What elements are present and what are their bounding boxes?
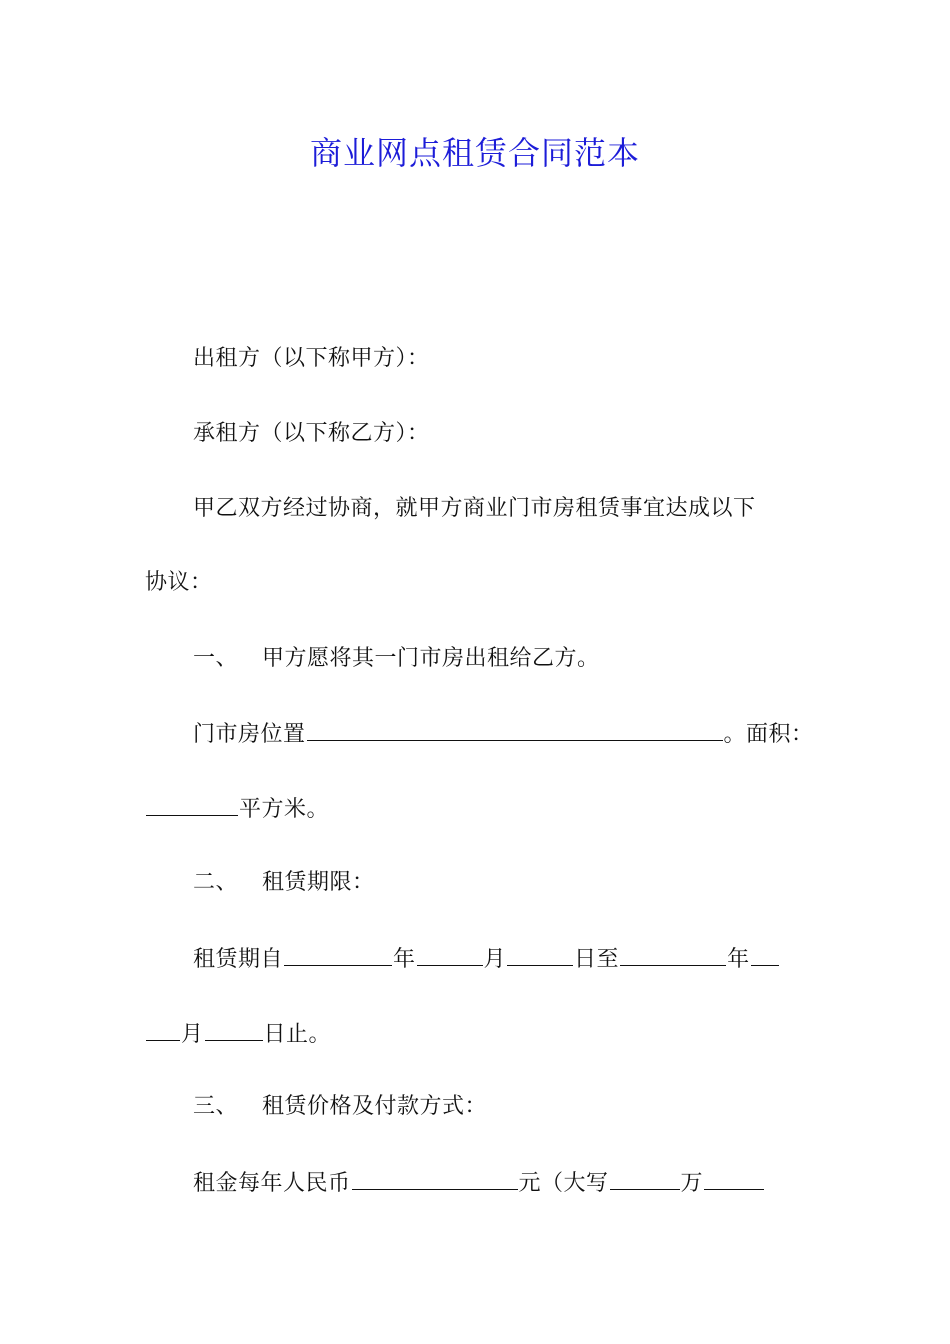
term-year-label: 年 <box>393 947 416 972</box>
rent-amount-blank <box>352 1167 518 1190</box>
term-month-label: 月 <box>483 947 507 972</box>
rent-yuan-label: 元（大写 <box>518 1171 609 1196</box>
clause-1-number: 一、 <box>193 646 239 671</box>
clause-3-text: 租赁价格及付款方式： <box>262 1094 488 1119</box>
clause-1-text: 甲方愿将其一门市房出租给乙方。 <box>262 646 600 671</box>
clause-1 <box>193 644 600 674</box>
term-start-year-blank <box>284 943 392 966</box>
rent-qian-blank <box>704 1167 764 1190</box>
location-line <box>193 718 814 750</box>
clause-3 <box>193 1092 487 1122</box>
term-start-month-blank <box>417 943 483 966</box>
rent-line <box>193 1167 765 1199</box>
term-end-month-blank-part <box>751 943 779 966</box>
rent-wan-label: 万 <box>680 1171 704 1196</box>
rent-label: 租金每年人民币 <box>193 1171 351 1196</box>
area-unit: 平方米。 <box>239 797 330 822</box>
term-year2-label: 年 <box>727 947 750 972</box>
term-label: 租赁期自 <box>193 947 284 972</box>
clause-2 <box>193 868 375 898</box>
document-title: 商业网点租赁合同范本 <box>309 134 640 172</box>
term-end-year-blank <box>620 943 726 966</box>
area-label: 。面积： <box>723 722 814 747</box>
term-start-day-blank <box>507 943 573 966</box>
preamble-line-1: 甲乙双方经过协商，就甲方商业门市房租赁事宜达成以下 <box>193 496 756 521</box>
term-line <box>193 943 780 975</box>
term-end-day-blank <box>205 1018 263 1041</box>
clause-2-number: 二、 <box>193 870 239 895</box>
rent-wan-blank <box>610 1167 680 1190</box>
term-day-to-label: 日至 <box>574 947 620 972</box>
location-label: 门市房位置 <box>193 722 306 747</box>
preamble-line-2: 协议： <box>145 570 213 595</box>
term-end-label: 日止。 <box>263 1022 332 1047</box>
term-line-2 <box>145 1018 331 1050</box>
clause-2-text: 租赁期限： <box>262 870 375 895</box>
lessee-line: 承租方（以下称乙方）： <box>193 421 430 446</box>
area-line <box>145 793 329 825</box>
area-blank <box>146 793 238 816</box>
location-blank <box>307 718 723 741</box>
term-month2-label: 月 <box>181 1022 204 1047</box>
term-end-month-blank-cont <box>146 1018 180 1041</box>
clause-3-number: 三、 <box>193 1094 239 1119</box>
lessor-line: 出租方（以下称甲方）： <box>193 346 430 371</box>
